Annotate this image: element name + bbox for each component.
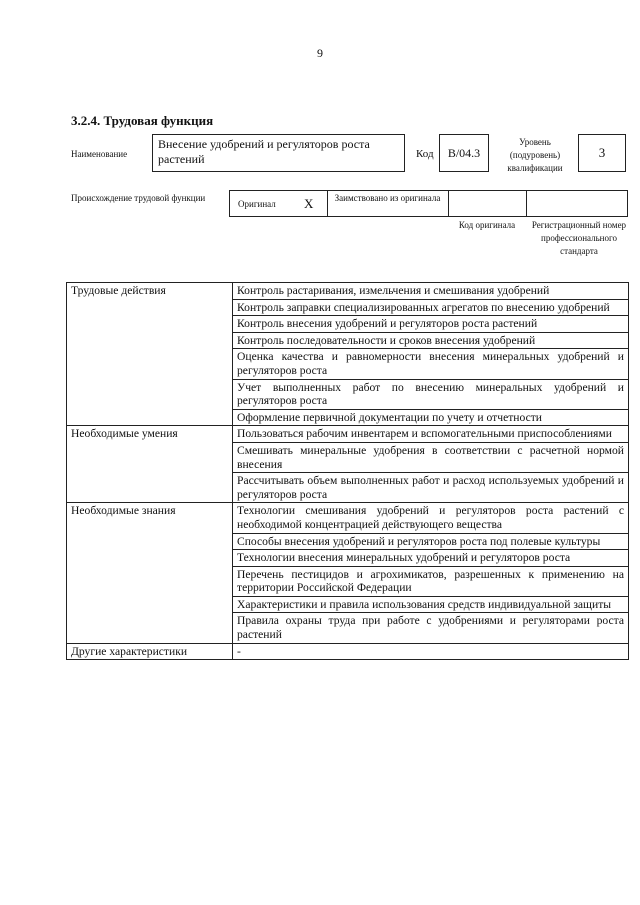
category-cell: Необходимые знания <box>67 503 233 643</box>
original-mark: X <box>304 196 314 211</box>
item-cell: Технологии смешивания удобрений и регуляторов роста растений с необходимой концентрацией действующего вещества <box>233 503 629 533</box>
item-cell: Оценка качества и равномерности внесения минеральных удобрений и регуляторов роста <box>233 349 629 379</box>
item-cell: Оформление первичной документации по учету и отчетности <box>233 409 629 426</box>
section-title: 3.2.4. Трудовая функция <box>71 113 214 128</box>
level-label: Уровень (подуровень) квалификации <box>507 137 563 173</box>
item-cell: Характеристики и правила использования средств индивидуальной защиты <box>233 596 629 613</box>
origin-divider-3 <box>526 191 527 216</box>
item-cell: Контроль внесения удобрений и регуляторов роста растений <box>233 316 629 333</box>
item-cell: Правила охраны труда при работе с удобрениями и регуляторами роста растений <box>233 613 629 643</box>
item-cell: Перечень пестицидов и агрохимикатов, разрешенных к применению на территории Российской Федерации <box>233 566 629 596</box>
category-cell: Необходимые умения <box>67 426 233 503</box>
table-row <box>67 283 629 300</box>
level-box <box>578 134 626 172</box>
origin-row <box>229 190 628 217</box>
category-cell: Трудовые действия <box>67 283 233 426</box>
category-cell: Другие характеристики <box>67 643 233 660</box>
function-name-value: Внесение удобрений и регуляторов роста растений <box>158 137 370 166</box>
code-value: В/04.3 <box>447 145 481 160</box>
item-cell: Рассчитывать объем выполненных работ и расход используемых удобрений и регуляторов роста <box>233 473 629 503</box>
item-cell: Пользоваться рабочим инвентарем и вспомогательными приспособлениями <box>233 426 629 443</box>
table-row <box>67 643 629 660</box>
level-value: 3 <box>598 145 606 160</box>
name-label: Наименование <box>71 149 128 159</box>
table-row <box>67 426 629 443</box>
function-name-box <box>152 134 405 172</box>
item-cell: Технологии внесения минеральных удобрений и регуляторов роста <box>233 550 629 567</box>
item-cell: Контроль растаривания, измельчения и смешивания удобрений <box>233 283 629 300</box>
table-row <box>67 503 629 533</box>
reg-number-caption: Регистрационный номер профессионального стандарта <box>531 220 627 256</box>
origin-label: Происхождение трудовой функции <box>71 193 206 203</box>
code-label: Код <box>416 148 434 160</box>
code-original-caption: Код оригинала <box>458 220 516 230</box>
code-box <box>439 134 489 172</box>
labor-function-table <box>66 282 629 660</box>
borrowed-label: Заимствовано из оригинала <box>334 193 441 203</box>
item-cell: Учет выполненных работ по внесению минеральных удобрений и регуляторов роста <box>233 379 629 409</box>
item-cell: - <box>233 643 629 660</box>
page-number: 9 <box>317 46 323 60</box>
item-cell: Смешивать минеральные удобрения в соответствии с расчетной нормой внесения <box>233 442 629 472</box>
original-label: Оригинал <box>238 199 276 209</box>
item-cell: Способы внесения удобрений и регуляторов роста под полевые культуры <box>233 533 629 550</box>
origin-divider-1 <box>327 191 328 216</box>
item-cell: Контроль последовательности и сроков внесения удобрений <box>233 332 629 349</box>
item-cell: Контроль заправки специализированных агрегатов по внесению удобрений <box>233 299 629 316</box>
origin-divider-2 <box>448 191 449 216</box>
